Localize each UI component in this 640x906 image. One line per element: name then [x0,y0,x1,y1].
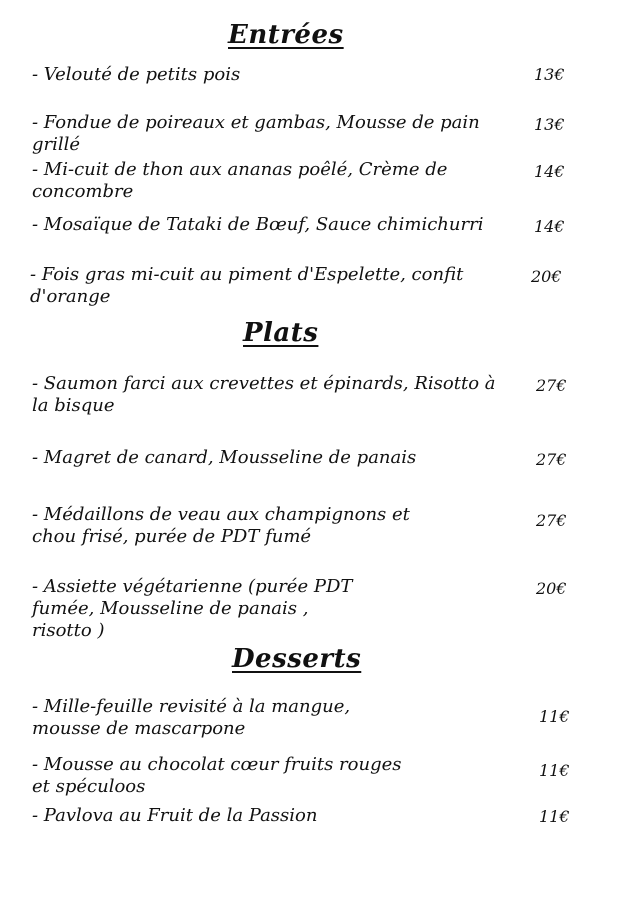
menu-item-price: 11€ [539,707,570,726]
section-title-desserts: Desserts [232,644,362,674]
menu-item-price: 11€ [539,807,570,826]
menu-item-name: - Fois gras mi-cuit au piment d'Espelette, confit d'orange [30,264,464,307]
menu-item-price: 13€ [534,65,565,84]
menu-item-name: - Magret de canard, Mousseline de panais [32,447,417,468]
menu-item-price: 13€ [534,115,565,134]
menu-item-name: - Saumon farci aux crevettes et épinards, Risotto à la bisque [32,373,496,416]
menu-item-price: 11€ [539,761,570,780]
menu-item-name: - Assiette végétarienne (purée PDT fumée, Mousseline de panais , risotto ) [32,576,353,641]
menu-item-name: - Mi-cuit de thon aux ananas poêlé, Crème de concombre [32,159,448,202]
menu-item-price: 27€ [536,376,567,395]
menu-item-price: 14€ [534,162,565,181]
menu-item-name: - Médaillons de veau aux champignons et chou frisé, purée de PDT fumé [32,504,410,547]
section-title-plats: Plats [243,318,319,348]
menu-item-name: - Mosaïque de Tataki de Bœuf, Sauce chimichurri [32,214,484,235]
menu-item-price: 14€ [534,217,565,236]
menu-item-name: - Mousse au chocolat cœur fruits rouges et spéculoos [32,754,402,797]
menu-item-price: 20€ [531,267,562,286]
menu-item-price: 20€ [536,579,567,598]
menu-item-name: - Fondue de poireaux et gambas, Mousse de pain grillé [32,112,480,155]
menu-item-name: - Pavlova au Fruit de la Passion [32,805,318,826]
menu-item-price: 27€ [536,511,567,530]
menu-item-name: - Mille-feuille revisité à la mangue, mousse de mascarpone [32,696,351,739]
menu-item-price: 27€ [536,450,567,469]
menu-item-name: - Velouté de petits pois [32,64,241,85]
section-title-entrees: Entrées [228,20,344,50]
